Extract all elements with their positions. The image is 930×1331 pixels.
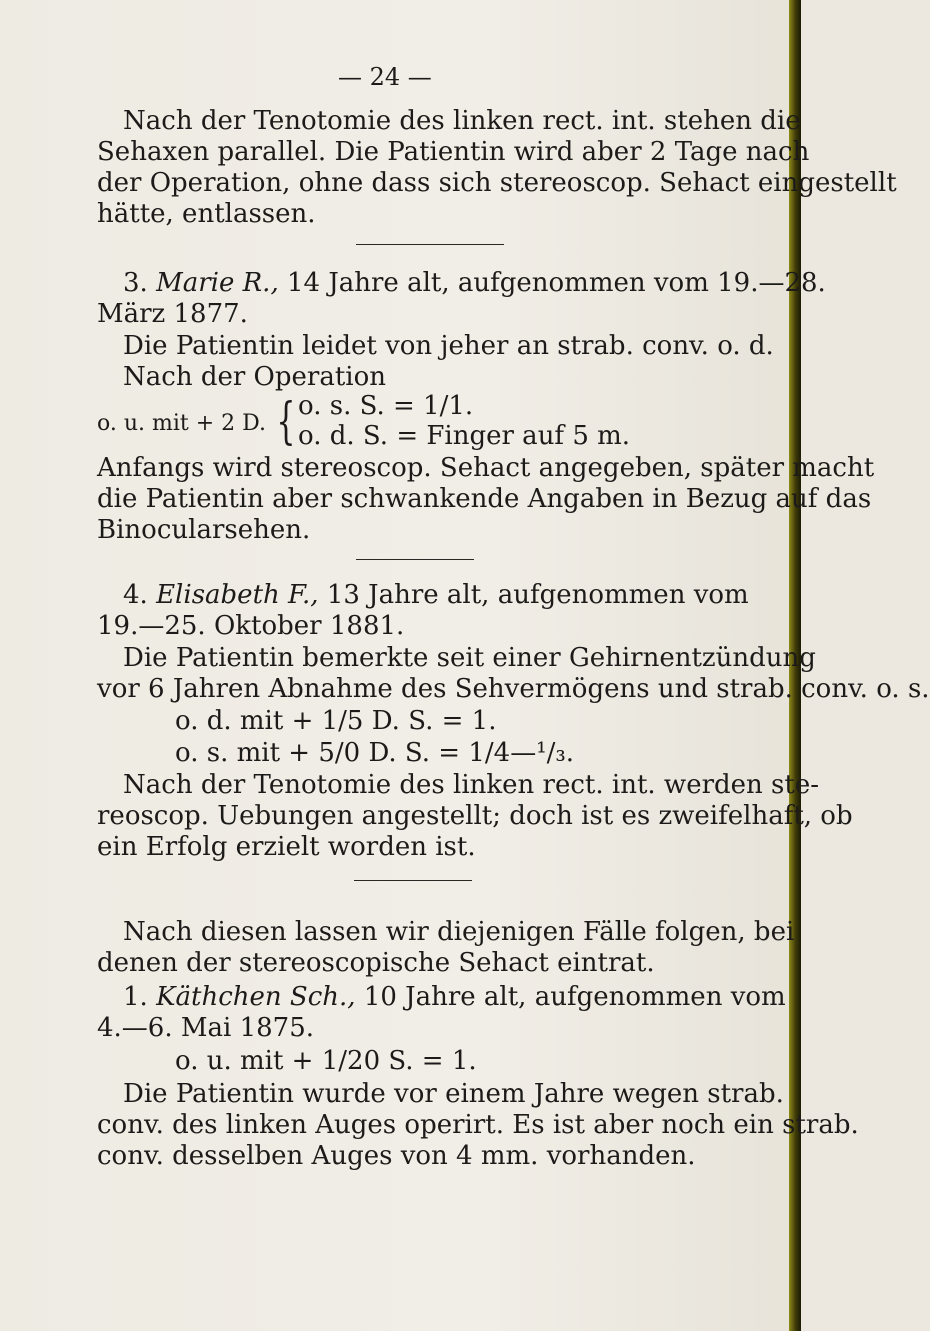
text-line: Sehaxen parallel. Die Patientin wird aber 2 Tage nach xyxy=(97,137,810,167)
text-line: denen der stereoscopische Sehact eintrat. xyxy=(97,948,655,978)
measurement-line: o. s. S. = 1/1. xyxy=(298,391,474,421)
measurement-line: o. s. mit + 5/0 D. S. = 1/4—¹/₃. xyxy=(175,738,575,768)
text-line: ein Erfolg erzielt worden ist. xyxy=(97,832,476,862)
text-line: Binocularsehen. xyxy=(97,515,311,545)
measurement-line: o. u. mit + 1/20 S. = 1. xyxy=(175,1046,477,1076)
text-line: Nach der Operation xyxy=(123,362,386,392)
patient-name: Käthchen Sch., xyxy=(156,982,356,1012)
case-heading xyxy=(123,268,826,298)
text-line: die Patientin aber schwankende Angaben in Bezug auf das xyxy=(97,484,872,514)
text-line: conv. des linken Auges operirt. Es ist aber noch ein strab. xyxy=(97,1110,859,1140)
case-number: 4. xyxy=(123,580,148,610)
measurement-line: o. d. mit + 1/5 D. S. = 1. xyxy=(175,706,497,736)
text-line: Die Patientin leidet von jeher an strab. conv. o. d. xyxy=(123,331,774,361)
text-line: 19.—25. Oktober 1881. xyxy=(97,611,405,641)
text-line: Nach der Tenotomie des linken rect. int. stehen die xyxy=(123,106,801,136)
measurement-line: o. d. S. = Finger auf 5 m. xyxy=(298,421,631,451)
text-line: Die Patientin wurde vor einem Jahre wegen strab. xyxy=(123,1079,784,1109)
text-line: Die Patientin bemerkte seit einer Gehirnentzündung xyxy=(123,643,816,673)
text-line: März 1877. xyxy=(97,299,248,329)
brace-glyph: { xyxy=(276,392,296,450)
case-number: 3. xyxy=(123,268,148,298)
text-line: 4.—6. Mai 1875. xyxy=(97,1013,315,1043)
section-divider xyxy=(354,880,472,881)
text-line: Nach diesen lassen wir diejenigen Fälle folgen, bei xyxy=(123,917,795,947)
page-number: — 24 — xyxy=(338,63,432,91)
text-line: hätte, entlassen. xyxy=(97,199,316,229)
case-details: 14 Jahre alt, aufgenommen vom 19.—28. xyxy=(286,268,826,298)
section-divider xyxy=(356,244,504,245)
patient-name: Elisabeth F., xyxy=(156,580,319,610)
text-line: der Operation, ohne dass sich stereoscop. Sehact eingestellt xyxy=(97,168,897,198)
text-line: conv. desselben Auges von 4 mm. vorhanden. xyxy=(97,1141,696,1171)
text-line: Nach der Tenotomie des linken rect. int. werden ste- xyxy=(123,770,820,800)
measurement-left: o. u. mit + 2 D. xyxy=(97,411,266,436)
case-details: 13 Jahre alt, aufgenommen vom xyxy=(326,580,749,610)
case-heading xyxy=(123,580,749,610)
text-line: Anfangs wird stereoscop. Sehact angegeben, später macht xyxy=(97,453,875,483)
case-number: 1. xyxy=(123,982,148,1012)
section-divider xyxy=(356,559,474,560)
text-line: reoscop. Uebungen angestellt; doch ist es zweifelhaft, ob xyxy=(97,801,853,831)
text-line: vor 6 Jahren Abnahme des Sehvermögens und strab. conv. o. s. xyxy=(97,674,930,704)
case-heading xyxy=(123,982,786,1012)
patient-name: Marie R., xyxy=(156,268,279,298)
case-details: 10 Jahre alt, aufgenommen vom xyxy=(363,982,786,1012)
